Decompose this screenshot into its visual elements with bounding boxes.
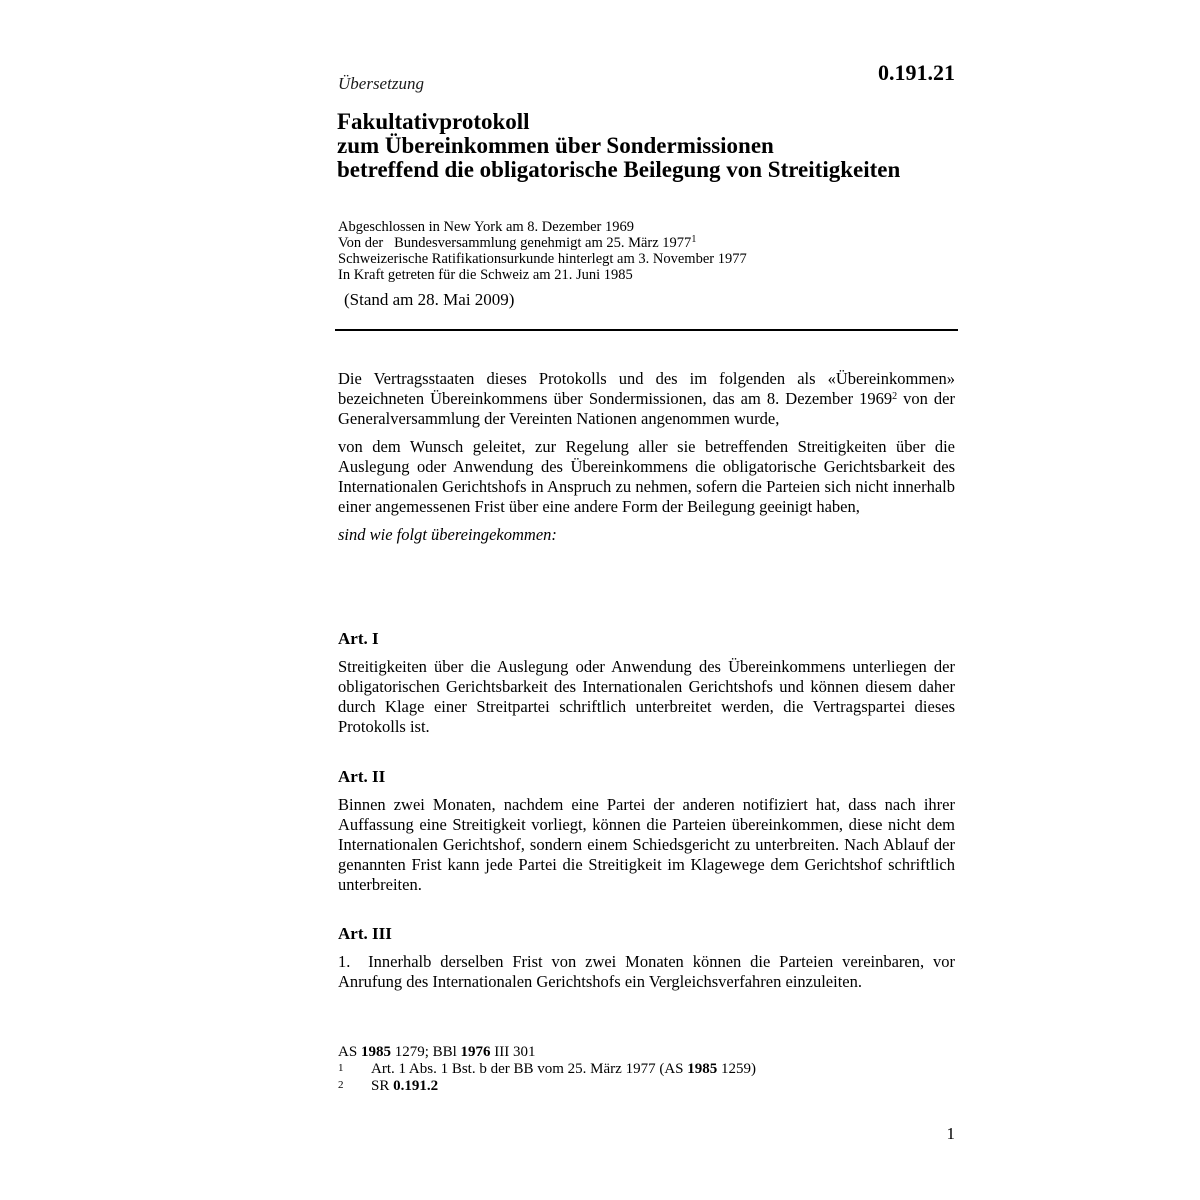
article-3-heading: Art. III: [338, 924, 392, 943]
page-number: 1: [946, 1124, 955, 1143]
preamble: [338, 369, 955, 553]
title-line-1: Fakultativprotokoll: [337, 109, 530, 134]
document-metadata: [338, 219, 747, 283]
header-divider: [335, 329, 958, 331]
footnote-1-suffix: 1259): [717, 1061, 756, 1077]
preamble-p1-text: Die Vertragsstaaten dieses Protokolls und des im folgenden als «Übereinkommen» bezeichneten Übereinkommens über Sondermissionen, das am 8. Dezember 1969: [338, 369, 955, 408]
source-citation: [338, 1044, 756, 1061]
source-suffix: III 301: [490, 1044, 536, 1060]
preamble-paragraph-1: [338, 369, 955, 429]
preamble-p1-tail: von der Generalversammlung der Vereinten Nationen angenommen wurde,: [338, 389, 955, 428]
footnote-ref-1: 1: [691, 234, 697, 245]
preamble-agreed: sind wie folgt übereingekommen:: [338, 525, 557, 544]
footnote-2-prefix: SR: [371, 1078, 394, 1094]
article-2-text: Binnen zwei Monaten, nachdem eine Partei der anderen notifiziert hat, dass nach ihrer Auffassung eine Streitigkeit vorliegt, können die Parteien übereinkommen, diese nicht dem Internationalen Gerichtshof, sondern einem Schiedsgericht zu unterbreiten. Nach Ablauf der genannten Frist kann jede Partei die Streitigkeit im Klagewege dem Gerichtshof schriftlich unterbreiten.: [338, 795, 955, 894]
footnote-2-number: 2: [338, 1079, 344, 1091]
source-mid: 1279; BBl: [390, 1044, 461, 1060]
sr-number: 0.191.21: [878, 60, 955, 85]
source-year-2: 1976: [460, 1044, 491, 1060]
footnote-2-text: [371, 1078, 438, 1095]
status-date: (Stand am 28. Mai 2009): [344, 290, 515, 309]
meta-concluded: Abgeschlossen in New York am 8. Dezember 1969: [338, 219, 634, 235]
footnote-1-number: 1: [338, 1062, 344, 1074]
footnote-1-text: [371, 1061, 756, 1078]
footnote-1-prefix: Art. 1 Abs. 1 Bst. b der BB vom 25. März 1977 (AS: [371, 1061, 688, 1077]
footnote-1-bold: 1985: [687, 1061, 718, 1077]
title-line-3: betreffend die obligatorische Beilegung von Streitigkeiten: [337, 157, 901, 182]
meta-approved: [338, 235, 747, 251]
translation-label: Übersetzung: [338, 74, 424, 93]
meta-ratification: Schweizerische Ratifikationsurkunde hinterlegt am 3. November 1977: [338, 251, 747, 267]
footnote-ref-2: 2: [892, 391, 898, 402]
meta-approved-text: Von der Bundesversammlung genehmigt am 25. März 1977: [338, 235, 692, 251]
preamble-paragraph-2: von dem Wunsch geleitet, zur Regelung aller sie betreffenden Streitigkeiten über die Auslegung oder Anwendung des Übereinkommens die obligatorische Gerichtsbarkeit des Internationalen Gerichtshofs in Anspruch zu nehmen, sofern die Parteien sich nicht innerhalb einer angemessenen Frist über eine andere Form der Beilegung geeinigt haben,: [338, 437, 955, 516]
footnote-2: [338, 1078, 756, 1095]
article-1-heading: Art. I: [338, 629, 379, 648]
meta-in-force: In Kraft getreten für die Schweiz am 21. Juni 1985: [338, 267, 633, 283]
footnote-2-bold: 0.191.2: [393, 1078, 439, 1094]
footnote-1: [338, 1061, 756, 1078]
article-1-text: Streitigkeiten über die Auslegung oder Anwendung des Übereinkommens unterliegen der obligatorischen Gerichtsbarkeit des Internationalen Gerichtshofs und können diesem daher durch Klage einer Streitpartei schriftlich unterbreitet werden, die Vertragspartei dieses Protokolls ist.: [338, 657, 955, 736]
footnotes: [338, 1044, 756, 1095]
source-year-1: 1985: [360, 1044, 391, 1060]
article-3-text: 1. Innerhalb derselben Frist von zwei Monaten können die Parteien vereinbaren, vor Anrufung des Internationalen Gerichtshofs ein Vergleichsverfahren einzuleiten.: [338, 952, 959, 991]
document-title: [337, 110, 900, 182]
source-prefix: AS: [338, 1044, 361, 1060]
title-line-2: zum Übereinkommen über Sondermissionen: [337, 133, 774, 158]
article-2-heading: Art. II: [338, 767, 386, 786]
